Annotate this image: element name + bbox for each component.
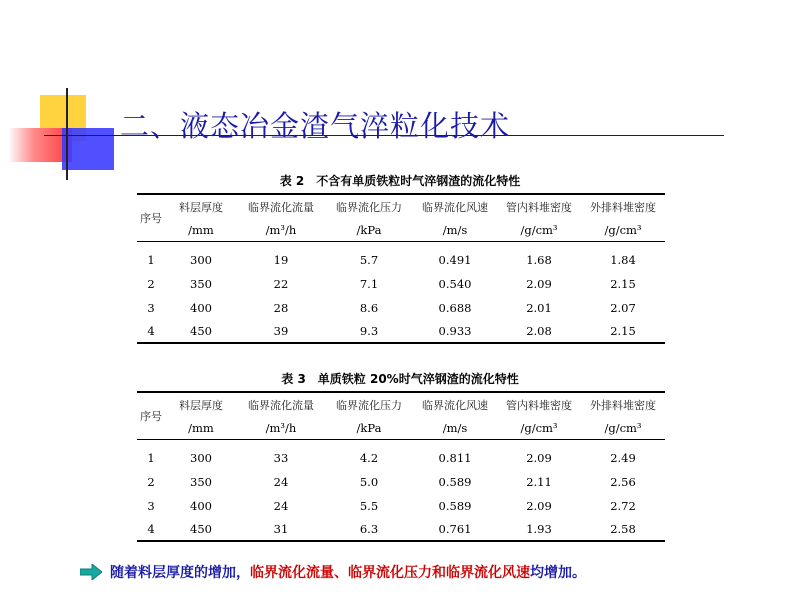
table-cell: 300 — [190, 451, 212, 465]
col-header-name: 临界流化压力 — [325, 194, 413, 219]
col-header-unit: /m³/h — [237, 219, 325, 242]
table-row — [137, 518, 665, 541]
table-cell: 2.09 — [526, 277, 552, 291]
table-cell: 0.933 — [413, 320, 497, 343]
col-header-name: 临界流化流量 — [237, 392, 325, 417]
table-cell: 400 — [190, 301, 212, 315]
table-cell: 39 — [237, 320, 325, 343]
table-cell: 2 — [147, 277, 155, 291]
table-cell: 33 — [273, 451, 289, 465]
table-cell: 8.6 — [359, 301, 379, 315]
seq-header: 序号 — [137, 194, 165, 242]
table-cell: 24 — [273, 499, 289, 513]
note-text-highlight: 临界流化流量、临界流化压力和临界流化风速 — [250, 565, 530, 581]
col-header-unit: /mm — [165, 219, 237, 242]
col-header-unit: /g/cm³ — [581, 219, 665, 242]
table-cell: 450 — [165, 320, 237, 343]
col-header-name: 料层厚度 — [165, 392, 237, 417]
table-cell: 4.2 — [359, 451, 379, 465]
table-cell: 2.01 — [526, 301, 552, 315]
table-cell: 5.5 — [359, 499, 379, 513]
table-cell: 3 — [147, 499, 155, 513]
table-cell: 19 — [273, 253, 289, 267]
table-cell: 450 — [165, 518, 237, 541]
table-row — [137, 494, 665, 518]
table-cell: 2.15 — [581, 320, 665, 343]
conclusion-note — [80, 562, 586, 582]
table-cell: 2.11 — [526, 475, 552, 489]
table-cell: 24 — [273, 475, 289, 489]
col-header-unit: /kPa — [325, 219, 413, 242]
table-cell: 1.68 — [526, 253, 552, 267]
table-cell: 1.93 — [497, 518, 581, 541]
table-cell: 1 — [147, 253, 155, 267]
arrow-right-icon — [80, 564, 102, 580]
col-header-unit: /kPa — [325, 417, 413, 440]
seq-header: 序号 — [137, 392, 165, 440]
table-row — [137, 296, 665, 320]
table-cell: 2.58 — [581, 518, 665, 541]
table-row — [137, 272, 665, 296]
table-row — [137, 470, 665, 494]
table-cell: 2.72 — [610, 499, 636, 513]
col-header-name: 管内料堆密度 — [497, 392, 581, 417]
table-cell: 4 — [137, 320, 165, 343]
table-row — [137, 320, 665, 343]
col-header-unit: /g/cm³ — [581, 417, 665, 440]
col-header-name: 临界流化流量 — [237, 194, 325, 219]
table-row — [137, 242, 665, 273]
col-header-name: 管内料堆密度 — [497, 194, 581, 219]
table-cell: 0.491 — [438, 253, 472, 267]
table-cell: 2.09 — [526, 451, 552, 465]
logo-vertical-line — [66, 88, 68, 180]
table-cell: 5.0 — [359, 475, 379, 489]
table-cell: 2.08 — [497, 320, 581, 343]
table-cell: 1 — [147, 451, 155, 465]
col-header-name: 临界流化压力 — [325, 392, 413, 417]
col-header-name: 料层厚度 — [165, 194, 237, 219]
table-cell: 22 — [273, 277, 289, 291]
table-cell: 9.3 — [325, 320, 413, 343]
table-cell: 400 — [190, 499, 212, 513]
table-cell: 2.49 — [610, 451, 636, 465]
col-header-name: 外排料堆密度 — [581, 392, 665, 417]
table-row — [137, 440, 665, 471]
table-cell: 2.09 — [526, 499, 552, 513]
col-header-unit: /m³/h — [237, 417, 325, 440]
table-cell: 350 — [190, 277, 212, 291]
table-cell: 2 — [147, 475, 155, 489]
col-header-name: 外排料堆密度 — [581, 194, 665, 219]
table3-caption: 表 3 单质铁粒 20%时气淬钢渣的流化特性 — [281, 372, 519, 386]
table-cell: 5.7 — [359, 253, 379, 267]
table-cell: 7.1 — [359, 277, 379, 291]
col-header-name: 临界流化风速 — [413, 392, 497, 417]
col-header-unit: /g/cm³ — [497, 219, 581, 242]
table-cell: 0.688 — [438, 301, 472, 315]
table-cell: 0.761 — [413, 518, 497, 541]
table-cell: 0.589 — [438, 475, 472, 489]
col-header-unit: /g/cm³ — [497, 417, 581, 440]
table-cell: 0.811 — [438, 451, 472, 465]
page-title: 二、液态冶金渣气淬粒化技术 — [120, 109, 511, 143]
table2-caption: 表 2 不含有单质铁粒时气淬钢渣的流化特性 — [279, 174, 521, 188]
col-header-unit: /mm — [165, 417, 237, 440]
table-cell: 6.3 — [325, 518, 413, 541]
note-text-part1: 随着料层厚度的增加， — [110, 565, 250, 581]
table3 — [137, 391, 665, 542]
table-cell: 2.56 — [610, 475, 636, 489]
note-text-part3: 均增加。 — [530, 565, 586, 581]
table-cell: 4 — [137, 518, 165, 541]
col-header-name: 临界流化风速 — [413, 194, 497, 219]
table-cell: 31 — [237, 518, 325, 541]
table-cell: 0.589 — [438, 499, 472, 513]
table-cell: 350 — [190, 475, 212, 489]
table-cell: 0.540 — [438, 277, 472, 291]
table-cell: 2.07 — [610, 301, 636, 315]
table-cell: 28 — [273, 301, 289, 315]
col-header-unit: /m/s — [413, 417, 497, 440]
table2 — [137, 193, 665, 344]
table-cell: 3 — [147, 301, 155, 315]
table-cell: 1.84 — [610, 253, 636, 267]
table-cell: 2.15 — [610, 277, 636, 291]
table-cell: 300 — [190, 253, 212, 267]
col-header-unit: /m/s — [413, 219, 497, 242]
